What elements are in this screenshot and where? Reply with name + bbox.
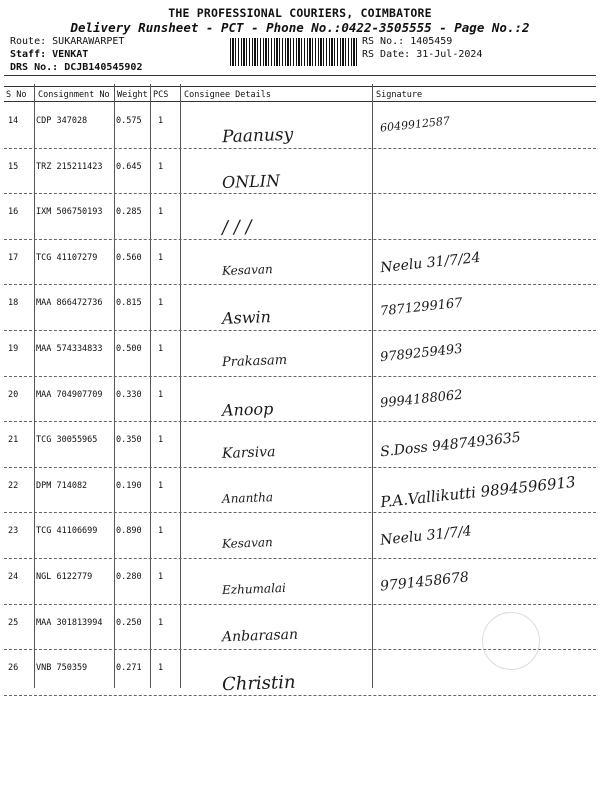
row-divider — [4, 330, 596, 331]
row-signature: 7871299167 — [379, 296, 464, 320]
col-divider — [114, 84, 115, 688]
row-sno: 16 — [8, 207, 19, 218]
row-consignment: TCG 30055965 — [36, 435, 98, 446]
row-consignee: Christin — [221, 671, 296, 696]
row-consignee: Paanusy — [221, 124, 294, 148]
row-signature: Neelu 31/7/4 — [379, 523, 473, 550]
row-sno: 15 — [8, 161, 19, 172]
row-signature: Neelu 31/7/24 — [379, 249, 482, 277]
row-consignment: MAA 866472736 — [36, 298, 103, 309]
col-divider — [180, 84, 181, 688]
row-pcs: 1 — [158, 617, 164, 628]
row-consignment: IXM 506750193 — [36, 207, 103, 218]
drs-line — [10, 62, 142, 73]
row-consignee: Anantha — [221, 489, 274, 506]
rs-no-label: RS No.: — [362, 36, 405, 47]
row-weight: 0.285 — [116, 207, 142, 218]
row-divider — [4, 467, 596, 468]
row-sno: 14 — [8, 116, 19, 126]
row-pcs: 1 — [158, 572, 164, 582]
row-pcs: 1 — [158, 161, 164, 172]
row-consignment: CDP 347028 — [36, 116, 88, 126]
row-pcs: 1 — [158, 252, 164, 263]
table-header-border — [4, 101, 596, 102]
row-weight: 0.330 — [116, 389, 142, 400]
drs-value: DCJB140545902 — [64, 62, 143, 73]
row-pcs: 1 — [158, 663, 164, 674]
row-pcs: 1 — [158, 207, 164, 218]
row-divider — [4, 284, 596, 285]
row-divider — [4, 512, 596, 513]
staff-line — [10, 49, 88, 60]
row-consignee: Kesavan — [221, 535, 273, 552]
row-sno: 23 — [8, 526, 19, 537]
row-pcs: 1 — [158, 480, 164, 491]
route-label: Route: — [10, 36, 47, 47]
row-divider — [4, 376, 596, 377]
row-consignment: NGL 6122779 — [36, 572, 93, 582]
row-consignee: Karsiva — [221, 444, 276, 463]
row-sno: 21 — [8, 435, 19, 446]
row-weight: 0.560 — [116, 252, 142, 263]
row-pcs: 1 — [158, 344, 164, 354]
row-sno: 22 — [8, 480, 19, 491]
row-pcs: 1 — [158, 435, 164, 446]
row-consignee: Kesavan — [221, 261, 273, 278]
office-stamp — [482, 612, 540, 670]
row-sno: 24 — [8, 572, 19, 582]
row-consignee: / / / — [221, 216, 252, 239]
col-divider — [372, 84, 373, 688]
row-weight: 0.890 — [116, 526, 142, 537]
col-header-signature: Signature — [376, 90, 423, 100]
col-header-consignee: Consignee Details — [184, 90, 271, 100]
row-consignment: MAA 574334833 — [36, 344, 103, 354]
row-consignee: Anbarasan — [221, 626, 299, 645]
runsheet-title: Delivery Runsheet - PCT - Phone No.:0422-3505555 - Page No.:2 — [70, 20, 530, 35]
row-divider — [4, 193, 596, 194]
row-weight: 0.271 — [116, 663, 142, 674]
col-header-sno: S No — [6, 90, 27, 100]
route-value: SUKARAWARPET — [52, 36, 125, 47]
row-signature: 9791458678 — [379, 569, 470, 595]
rs-date-line — [362, 49, 482, 60]
header-divider — [4, 75, 596, 76]
row-weight: 0.350 — [116, 435, 142, 446]
col-header-consignment: Consignment No — [38, 90, 110, 100]
row-signature: P.A.Vallikutti 9894596913 — [379, 472, 577, 511]
staff-value: VENKAT — [52, 49, 89, 60]
row-pcs: 1 — [158, 526, 164, 537]
row-signature: 6049912587 — [379, 114, 451, 135]
table-top-border — [4, 86, 596, 87]
row-weight: 0.250 — [116, 617, 142, 628]
row-divider — [4, 421, 596, 422]
row-sno: 26 — [8, 663, 19, 674]
row-consignment: DPM 714082 — [36, 480, 88, 491]
rs-no-line — [362, 36, 452, 47]
row-divider — [4, 695, 596, 696]
row-sno: 19 — [8, 344, 19, 354]
row-pcs: 1 — [158, 389, 164, 400]
row-consignee: Aswin — [221, 307, 272, 329]
row-signature: S.Doss 9487493635 — [379, 429, 522, 461]
drs-label: DRS No.: — [10, 62, 59, 73]
row-signature: 9789259493 — [379, 341, 464, 366]
row-divider — [4, 148, 596, 149]
col-divider — [150, 84, 151, 688]
row-consignment: TCG 41107279 — [36, 252, 98, 263]
row-consignment: MAA 301813994 — [36, 617, 103, 628]
row-weight: 0.815 — [116, 298, 142, 309]
row-sno: 17 — [8, 252, 19, 263]
row-divider — [4, 604, 596, 605]
row-consignee: ONLIN — [221, 170, 281, 192]
row-weight: 0.575 — [116, 116, 142, 126]
row-sno: 25 — [8, 617, 19, 628]
rs-date-value: 31-Jul-2024 — [416, 49, 483, 60]
row-consignment: TRZ 215211423 — [36, 161, 103, 172]
row-sno: 18 — [8, 298, 19, 309]
row-divider — [4, 558, 596, 559]
row-weight: 0.190 — [116, 480, 142, 491]
rs-date-label: RS Date: — [362, 49, 411, 60]
row-weight: 0.645 — [116, 161, 142, 172]
col-header-weight: Weight — [117, 90, 148, 100]
col-header-pcs: PCS — [153, 90, 169, 100]
row-consignment: TCG 41106699 — [36, 526, 98, 537]
staff-label: Staff: — [10, 49, 47, 60]
row-divider — [4, 239, 596, 240]
row-consignment: VNB 750359 — [36, 663, 88, 674]
row-consignee: Anoop — [221, 398, 274, 420]
company-title: THE PROFESSIONAL COURIERS, COIMBATORE — [168, 6, 432, 20]
row-consignee: Prakasam — [221, 352, 288, 371]
barcode — [230, 38, 358, 66]
col-divider — [34, 84, 35, 688]
row-sno: 20 — [8, 389, 19, 400]
rs-no-value: 1405459 — [410, 36, 453, 47]
route-line — [10, 36, 124, 47]
row-consignment: MAA 704907709 — [36, 389, 103, 400]
row-signature: 9994188062 — [379, 387, 464, 411]
row-weight: 0.280 — [116, 572, 142, 582]
row-consignee: Ezhumalai — [221, 580, 287, 598]
row-pcs: 1 — [158, 116, 164, 126]
row-pcs: 1 — [158, 298, 164, 309]
row-weight: 0.500 — [116, 344, 142, 354]
